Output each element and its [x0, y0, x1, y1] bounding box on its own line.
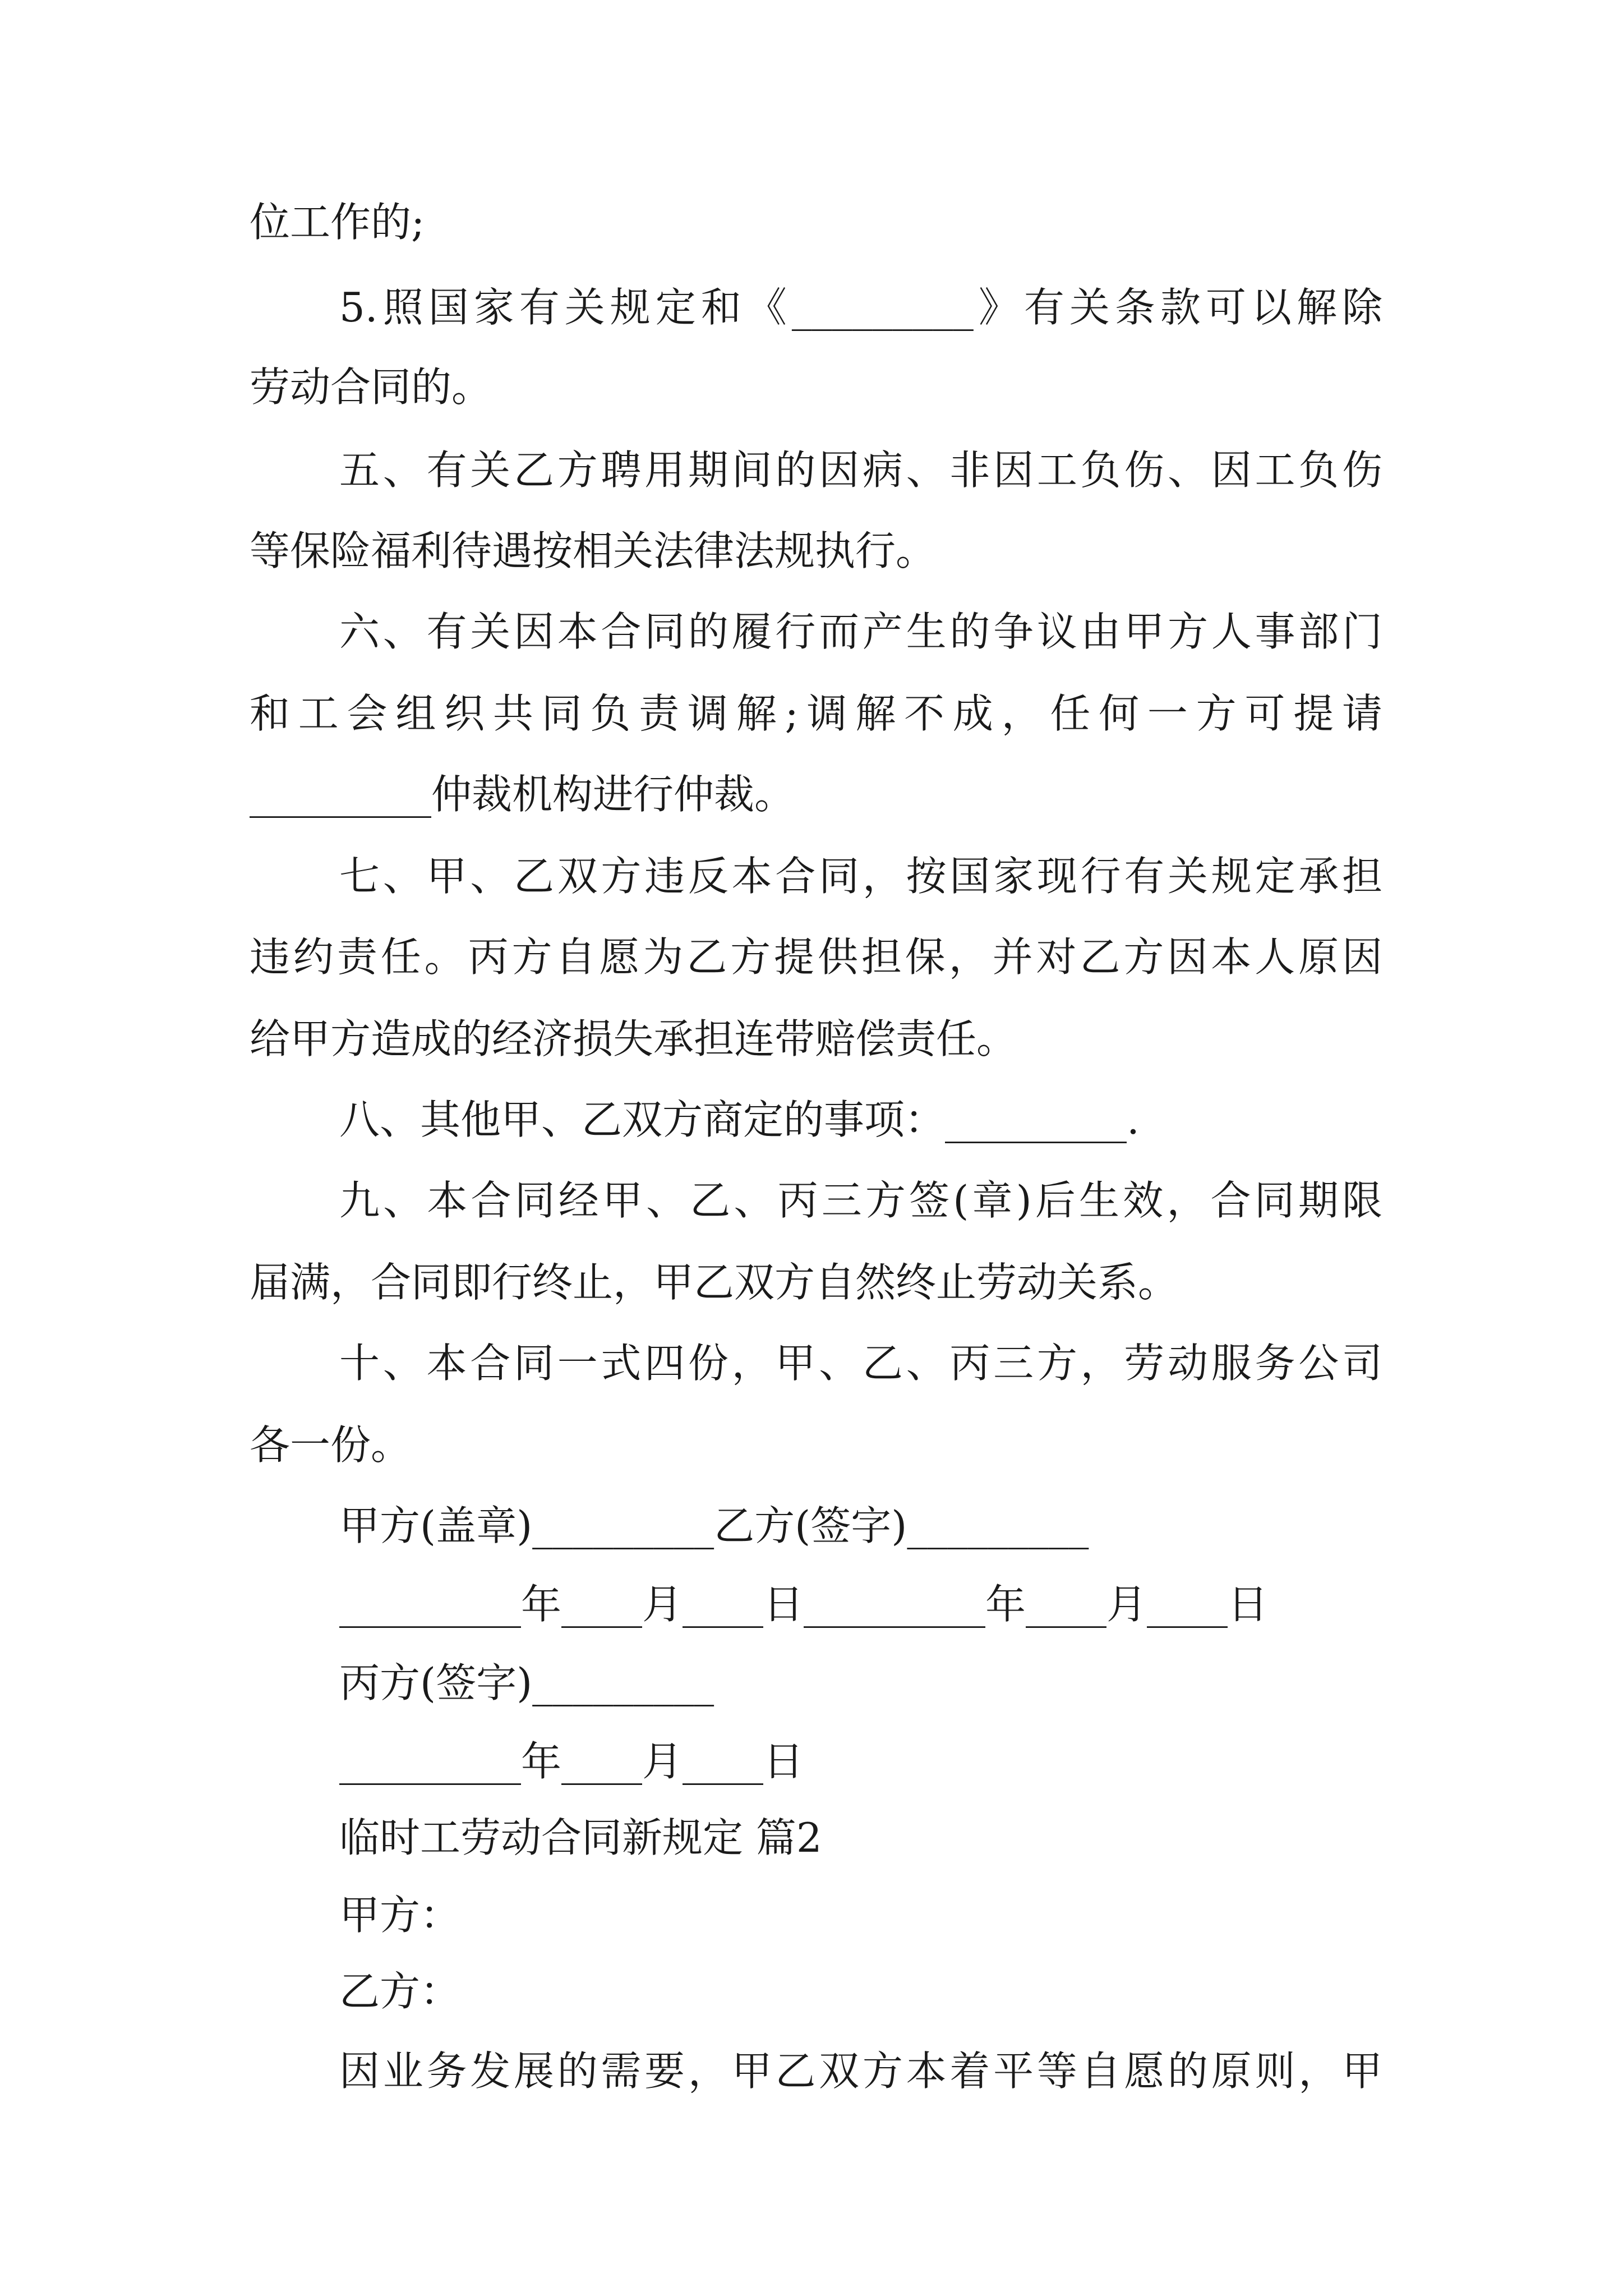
- party-b-label: 乙方：: [339, 1968, 461, 2015]
- signature-line-party-a-b: 甲方(盖章)_________乙方(签字)_________: [339, 1502, 1089, 1549]
- text-line: 劳动合同的。: [250, 364, 492, 411]
- text-line: 5.照国家有关规定和《_________》有关条款可以解除: [339, 284, 1382, 331]
- text-line: 各一份。: [250, 1421, 412, 1469]
- section-heading: 临时工劳动合同新规定 篇2: [339, 1814, 822, 1861]
- text-line: 九、本合同经甲、乙、丙三方签(章)后生效，合同期限: [339, 1177, 1382, 1224]
- signature-line-party-c: 丙方(签字)_________: [339, 1659, 714, 1706]
- text-line: 因业务发展的需要，甲乙双方本着平等自愿的原则，甲: [339, 2047, 1382, 2095]
- text-line: 八、其他甲、乙双方商定的事项：_________.: [339, 1096, 1140, 1143]
- text-line: 和工会组织共同负责调解;调解不成，任何一方可提请: [250, 690, 1382, 737]
- text-line: 十、本合同一式四份，甲、乙、丙三方，劳动服务公司: [339, 1340, 1382, 1387]
- text-line: 位工作的;: [250, 199, 425, 246]
- text-line: _________仲裁机构进行仲裁。: [250, 771, 795, 818]
- text-line: 七、甲、乙双方违反本合同，按国家现行有关规定承担: [339, 853, 1382, 900]
- text-line: 等保险福利待遇按相关法律法规执行。: [250, 527, 937, 574]
- date-line-party-c: _________年____月____日: [339, 1738, 804, 1785]
- text-line: 给甲方造成的经济损失承担连带赔偿责任。: [250, 1015, 1017, 1062]
- date-line-party-a-b: _________年____月____日_________年____月____日: [339, 1581, 1268, 1628]
- text-line: 届满，合同即行终止，甲乙双方自然终止劳动关系。: [250, 1259, 1179, 1306]
- text-line: 五、有关乙方聘用期间的因病、非因工负伤、因工负伤: [339, 447, 1382, 494]
- text-line: 六、有关因本合同的履行而产生的争议由甲方人事部门: [339, 608, 1382, 655]
- text-line: 违约责任。丙方自愿为乙方提供担保，并对乙方因本人原因: [250, 933, 1382, 981]
- document-page: [250, 0, 1382, 2296]
- party-a-label: 甲方：: [339, 1892, 461, 1939]
